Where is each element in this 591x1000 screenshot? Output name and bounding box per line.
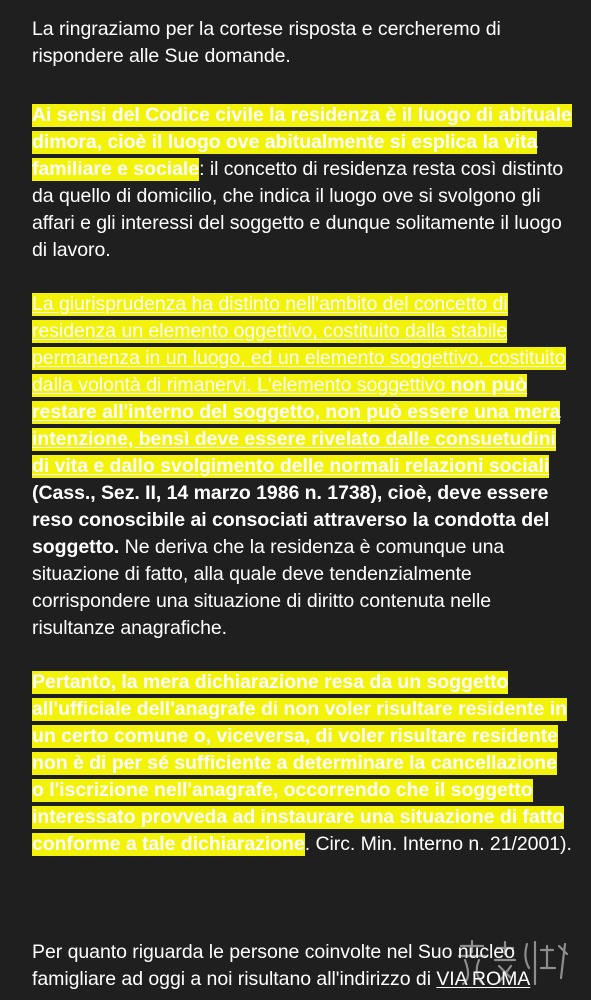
jurisprudence-citation-bold: (Cass., Sez. II, 14 marzo 1986 n. 1738), cioè, deve essere reso conoscibile ai consociati attraverso la condotta del soggetto. xyxy=(32,482,550,558)
highlight-declaration: Pertanto, la mera dichiarazione resa da un soggetto all'ufficiale dell'anagrafe di non voler risultare residente in un certo comune o, viceversa, di voler risultare residente non è di per sé sufficiente a determinare la cancellazione o l'iscrizione nell'anagrafe, occorrendo che il soggetto interessato provveda ad instaurare una situazione di fatto conforme a tale dichiarazione xyxy=(32,671,567,855)
paragraph-jurisprudence xyxy=(32,291,572,642)
highlight-residence-definition: Ai sensi del Codice civile la residenza è il luogo di abituale dimora, cioè il luogo ove abitualmente si esplica la vita familiare e sociale xyxy=(32,104,572,180)
highlight-jurisprudence-underlined: La giurisprudenza ha distinto nell'ambito del concetto di residenza un elemento oggettivo, costituito dalla stabile permanenza in un luogo, ed un elemento soggettivo, costituito dalla volontà di rimanervi. L'elemento soggettivo xyxy=(32,293,566,396)
residence-definition-rest: : il concetto di residenza resta così distinto da quello di domicilio, che indica il luogo ove si svolgono gli affari e gli interessi del soggetto e dunque solitamente il luogo di lavoro. xyxy=(32,158,564,261)
jurisprudence-rest: Ne deriva che la residenza è comunque una situazione di fatto, alla quale deve tendenzialmente corrispondere una situazione di diritto contenuta nelle risultanze anagrafiche. xyxy=(32,536,505,639)
paragraph-intro xyxy=(32,16,572,70)
paragraph-residence-definition xyxy=(32,102,572,264)
household-address: VIA ROMA xyxy=(436,968,531,990)
household-text: Per quanto riguarda le persone coinvolte nel Suo nucleo famigliare ad oggi a noi risultano all'indirizzo di xyxy=(32,941,515,990)
watermark-logo-icon xyxy=(453,938,573,990)
intro-text: La ringraziamo per la cortese risposta e cercheremo di rispondere alle Sue domande. xyxy=(32,18,501,67)
paragraph-declaration xyxy=(32,669,572,858)
declaration-rest: . Circ. Min. Interno n. 21/2001). xyxy=(304,833,572,855)
highlight-jurisprudence-bold: non può restare all'interno del soggetto, non può essere una mera intenzione, bensì deve essere rivelato dalle consuetudini di vita e dallo svolgimento delle normali relazioni sociali xyxy=(32,374,561,477)
